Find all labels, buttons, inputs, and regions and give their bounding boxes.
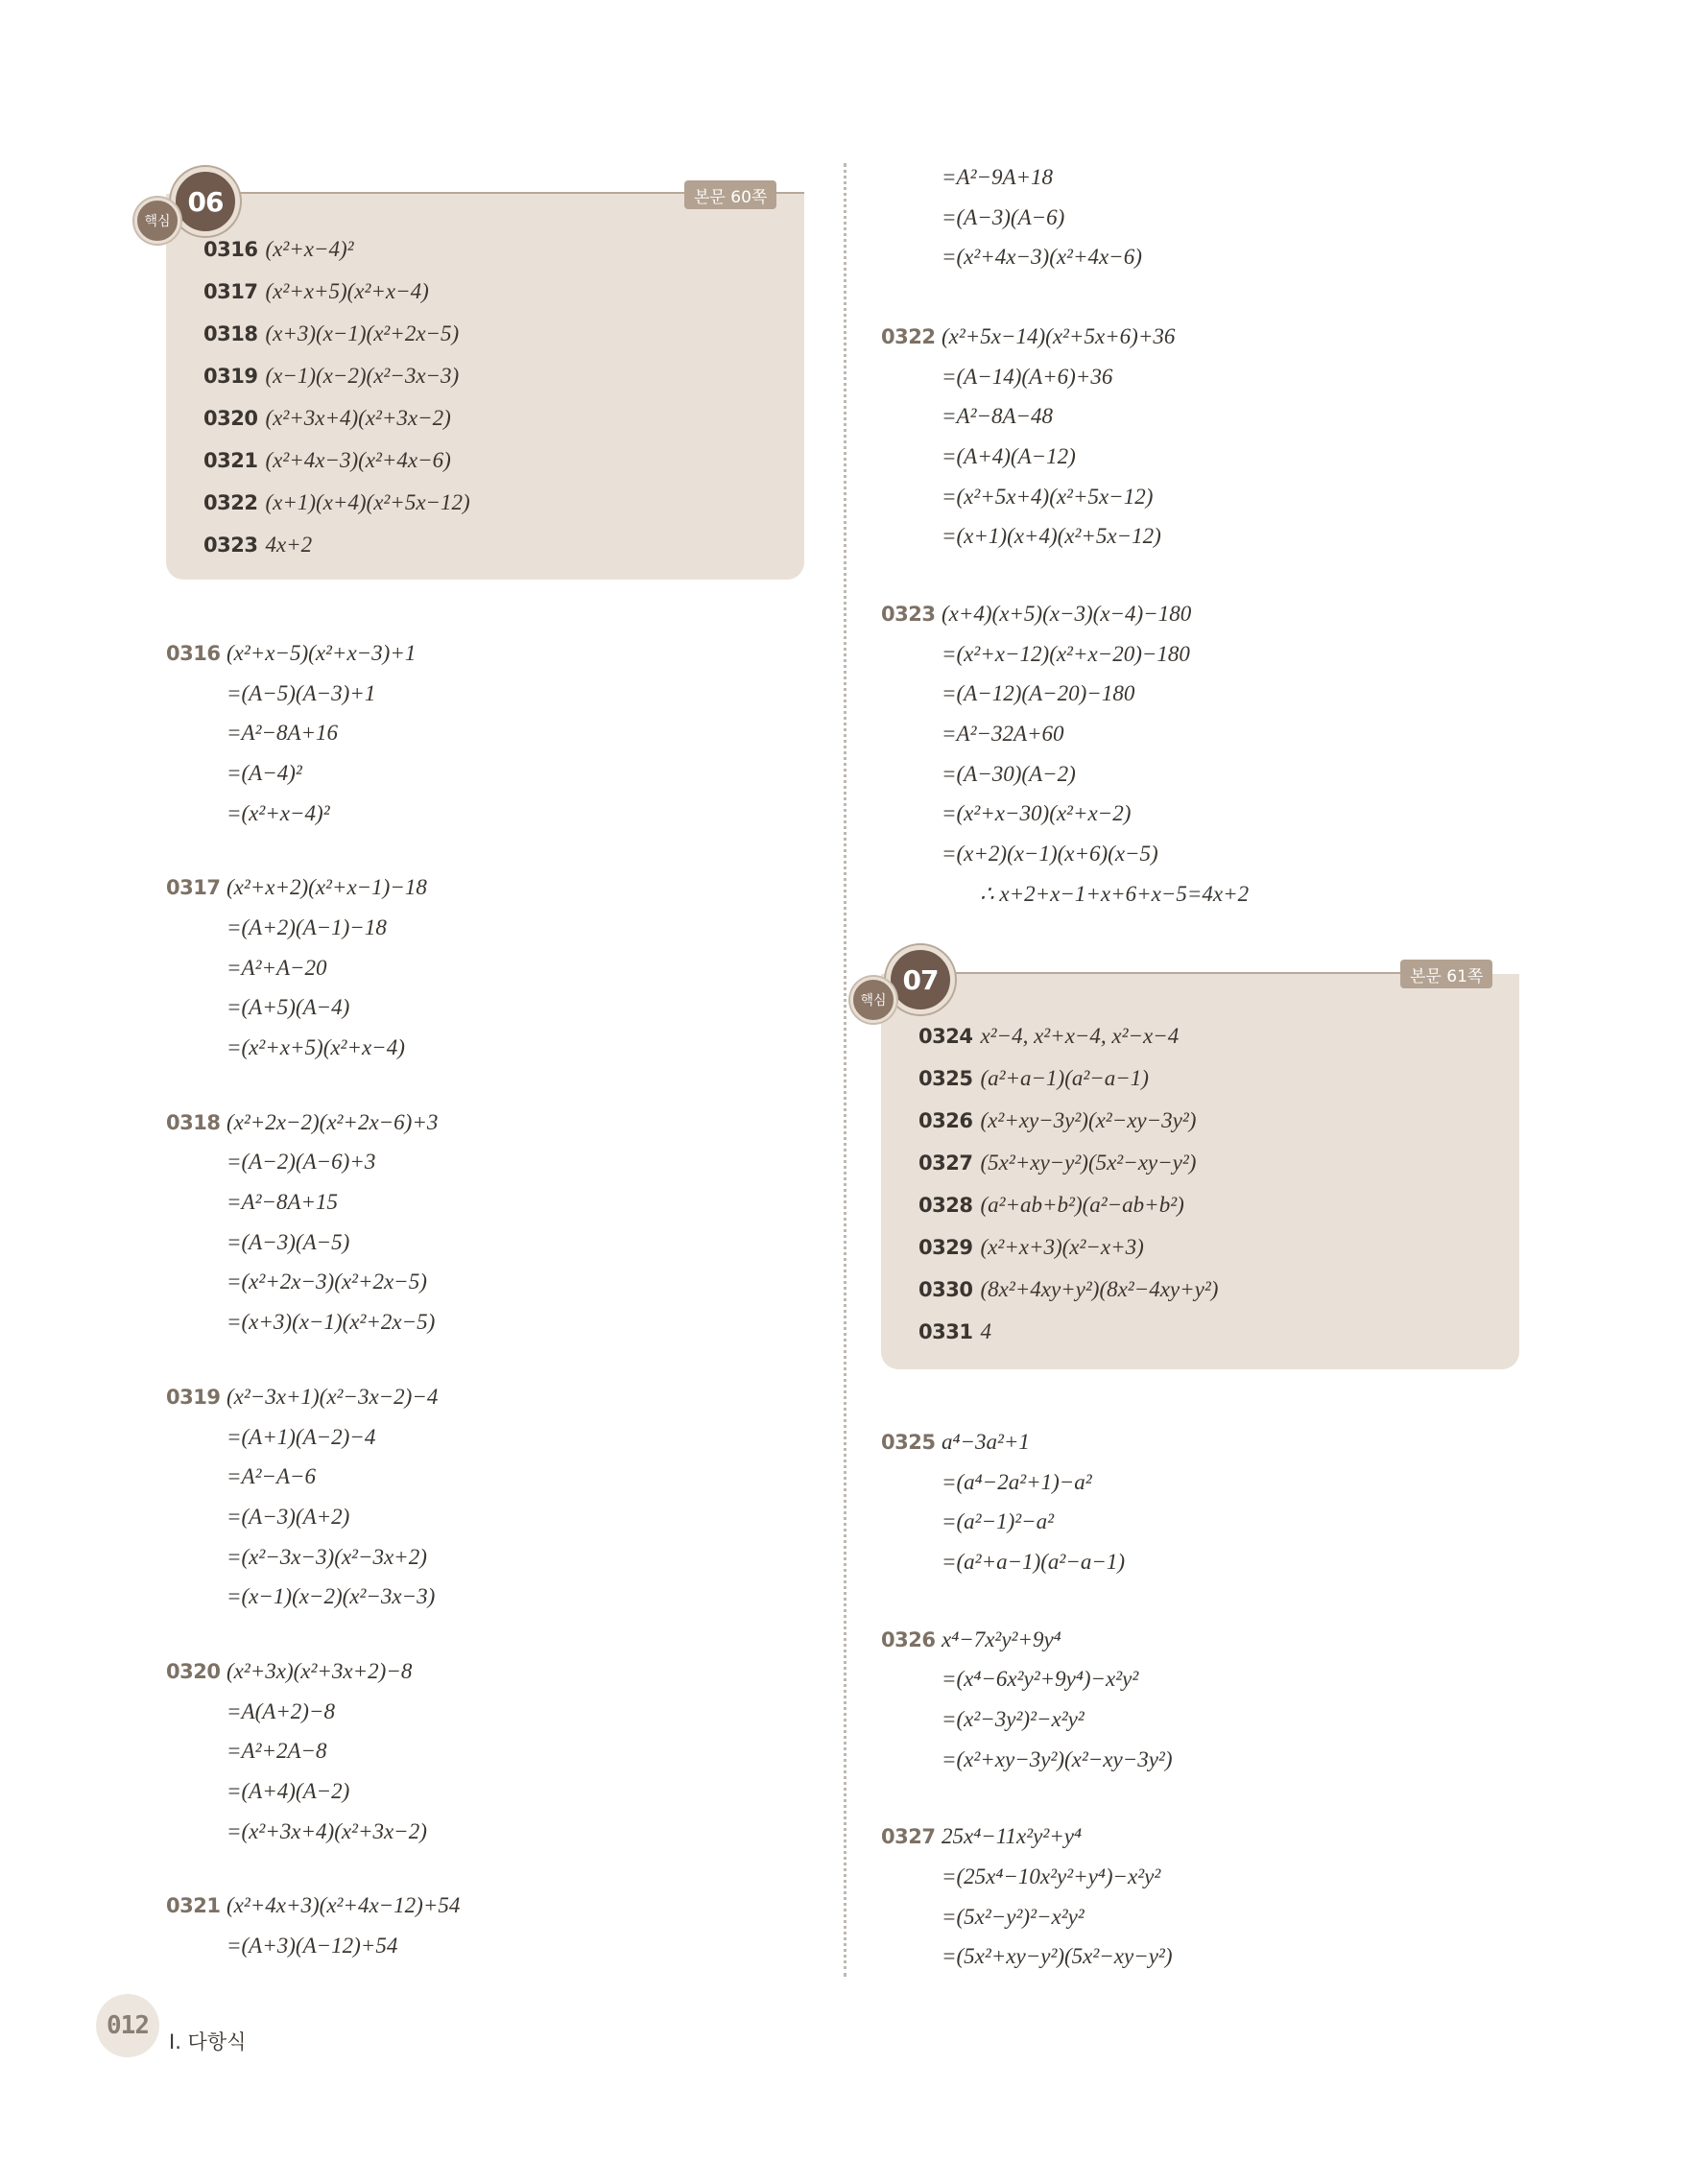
solution-line [166,1887,460,1927]
math-expression: =(x+3)(x−1)(x²+2x−5) [227,1310,436,1335]
math-expression: (x²+x−5)(x²+x−3)+1 [227,640,417,665]
problem-number: 0320 [166,1659,221,1683]
answer-row [203,524,470,566]
solution-line [166,794,460,834]
section-badge-06: 06 [171,167,240,236]
math-expression: =(x²+x+5)(x²+x−4) [227,1035,405,1060]
math-expression: =(A+4)(A−2) [227,1779,350,1804]
problem-number: 0319 [203,365,258,388]
solution-block [881,317,1249,557]
answer-row [203,397,470,439]
solution-line [881,1502,1173,1542]
math-expression: x⁴−7x²y²+9y⁴ [942,1626,1061,1651]
solution-line [166,908,460,948]
solution-block [166,1103,460,1342]
solution-block [166,1377,460,1617]
solution-line [166,674,460,714]
solution-line [890,198,1142,238]
math-expression: =A(A+2)−8 [227,1698,335,1723]
solution-line [166,1028,460,1068]
math-expression: =(A+1)(A−2)−4 [227,1424,376,1449]
math-expression: =A²−8A+16 [227,721,339,746]
answer-list-07 [918,1015,1218,1353]
solution-line [166,1926,460,1966]
problem-number: 0320 [203,407,258,430]
answer-row [918,1269,1218,1311]
page-reference-tag[interactable] [684,180,776,209]
ref-text: 본문 60쪽 [694,187,768,207]
solution-block [881,1422,1173,1582]
solution-line [166,1182,460,1223]
solution-line [881,675,1249,715]
solution-line [881,396,1249,437]
solution-line [166,1302,460,1342]
solution-line [166,1263,460,1303]
solution-line [881,594,1249,634]
solution-conclusion [881,874,1249,914]
math-expression: =(x⁴−6x²y²+9y⁴)−x²y² [942,1667,1139,1692]
problem-number: 0322 [881,324,936,348]
solution-line [166,1732,460,1772]
answer-expression: 4x+2 [265,533,313,557]
solution-line [166,948,460,988]
core-label-badge: 핵심 [850,977,896,1023]
solution-line [890,157,1142,198]
solution-line [881,1937,1173,1978]
answer-expression: (x²+x+5)(x²+x−4) [265,279,429,303]
problem-number: 0316 [203,238,258,261]
answer-expression: (x²+4x−3)(x²+4x−6) [265,448,451,472]
math-expression: =(x²+2x−3)(x²+2x−5) [227,1270,427,1294]
math-expression: =(a²−1)²−a² [942,1509,1055,1534]
answer-expression: (x²+3x+4)(x²+3x−2) [265,406,451,430]
problem-number: 0326 [881,1627,936,1651]
solution-line [166,1417,460,1458]
math-expression: =(A+2)(A−1)−18 [227,914,387,939]
solution-line [166,1577,460,1617]
answer-expression: (a²+a−1)(a²−a−1) [980,1066,1149,1090]
solution-line [166,713,460,753]
math-expression: =(x²+3x+4)(x²+3x−2) [227,1818,427,1843]
math-expression: =A²−9A+18 [942,164,1054,189]
solution-line [166,1223,460,1263]
problem-number: 0316 [166,641,221,665]
math-expression: =(A−4)² [227,760,302,785]
solution-block [881,1620,1173,1780]
section-badge-07: 07 [886,945,955,1014]
math-expression: (x²+x+2)(x²+x−1)−18 [227,875,427,900]
math-expression: =(A+3)(A−12)+54 [227,1934,398,1958]
math-expression: =(x²+4x−3)(x²+4x−6) [942,245,1142,270]
solution-line [890,237,1142,277]
math-expression: =(25x⁴−10x²y²+y⁴)−x²y² [942,1864,1161,1889]
math-expression: =A²−32A+60 [942,722,1064,747]
math-expression: =(x+2)(x−1)(x+6)(x−5) [942,842,1158,866]
math-expression: =(x²−3y²)²−x²y² [942,1706,1085,1731]
answer-expression: (x²+x+3)(x²−x+3) [980,1235,1144,1259]
answer-row [203,439,470,482]
problem-number: 0323 [203,534,258,557]
math-expression: (x+4)(x+5)(x−3)(x−4)−180 [942,601,1192,626]
math-expression: =A²−8A+15 [227,1190,339,1215]
math-expression: =(A−14)(A+6)+36 [942,364,1113,389]
solution-0321-continued [890,157,1142,277]
math-expression: (x²+5x−14)(x²+5x+6)+36 [942,323,1176,348]
problem-number: 0322 [203,491,258,514]
solution-line [166,1103,460,1143]
solution-line [881,1740,1173,1780]
math-expression: =(x²−3x−3)(x²−3x+2) [227,1544,427,1569]
solution-line [881,1542,1173,1582]
math-expression: =A²−A−6 [227,1464,317,1489]
problem-number: 0331 [918,1320,973,1343]
math-expression: =(x²+5x+4)(x²+5x−12) [942,484,1154,509]
solution-line [881,1620,1173,1660]
math-expression: =A²+2A−8 [227,1739,327,1764]
chapter-title: I. 다항식 [169,2030,247,2053]
math-expression: =(5x²+xy−y²)(5x²−xy−y²) [942,1944,1173,1969]
solution-line [166,1457,460,1497]
core-label-badge: 핵심 [134,198,180,244]
answer-expression: (x+1)(x+4)(x²+5x−12) [265,490,470,514]
math-expression: =(x²+x−30)(x²+x−2) [942,801,1132,826]
solution-line [881,1897,1173,1937]
answer-row [203,355,470,397]
solution-line [881,477,1249,517]
page-reference-tag[interactable] [1400,960,1492,988]
math-expression: =A²+A−20 [227,955,327,980]
solution-line [881,1462,1173,1503]
solution-line [166,1771,460,1812]
problem-number: 0318 [166,1110,221,1134]
solution-block [166,633,460,833]
column-divider [844,163,846,1977]
problem-number: 0325 [881,1430,936,1454]
answer-expression: (x+3)(x−1)(x²+2x−5) [265,321,460,345]
solution-block [166,1651,460,1851]
solutions-right-a [881,317,1249,914]
solution-line [166,1537,460,1578]
math-expression: =(x+1)(x+4)(x²+5x−12) [942,524,1161,549]
math-expression: =(A−3)(A+2) [227,1504,350,1529]
solution-line [166,1812,460,1852]
solution-line [881,1699,1173,1740]
answer-expression: (x²+x−4)² [265,237,354,261]
answer-expression: (a²+ab+b²)(a²−ab+b²) [980,1193,1184,1217]
solution-line [881,754,1249,795]
solution-line [166,1377,460,1417]
answer-row [918,1142,1218,1184]
problem-number: 0327 [881,1825,936,1849]
solution-line [881,317,1249,357]
answer-expression: (8x²+4xy+y²)(8x²−4xy+y²) [980,1277,1219,1301]
solution-line [166,988,460,1029]
solution-block [881,594,1249,914]
problem-number: 0324 [918,1025,973,1048]
math-expression: =(A−3)(A−5) [227,1229,350,1254]
math-expression: =(x−1)(x−2)(x²−3x−3) [227,1584,436,1609]
solution-line [166,753,460,794]
math-expression: =(A−5)(A−3)+1 [227,680,376,705]
math-expression: (x²+2x−2)(x²+2x−6)+3 [227,1109,439,1134]
solution-line [881,1659,1173,1699]
solution-line [881,714,1249,754]
math-expression: =(A−12)(A−20)−180 [942,681,1135,706]
solution-line [881,1857,1173,1897]
math-expression: ∴ x+2+x−1+x+6+x−5=4x+2 [980,881,1250,906]
problem-number: 0326 [918,1109,973,1132]
answer-row [203,482,470,524]
answer-row [918,1226,1218,1269]
solution-block [881,1817,1173,1978]
answer-expression: 4 [980,1319,991,1343]
math-expression: =(A−3)(A−6) [942,204,1065,229]
math-expression: (x²−3x+1)(x²−3x−2)−4 [227,1384,439,1409]
ref-text: 본문 61쪽 [1410,966,1484,986]
math-expression: =(5x²−y²)²−x²y² [942,1904,1085,1929]
answer-expression: (x²+xy−3y²)(x²−xy−3y²) [980,1108,1197,1132]
math-expression: =(a²+a−1)(a²−a−1) [942,1549,1126,1574]
math-expression: a⁴−3a²+1 [942,1429,1030,1454]
problem-number: 0317 [166,876,221,900]
problem-number: 0319 [166,1385,221,1409]
solution-line [881,516,1249,557]
solution-line [881,1817,1173,1858]
solution-line [881,834,1249,874]
page-number: 012 [96,1994,159,2057]
math-expression: (x²+4x+3)(x²+4x−12)+54 [227,1893,461,1918]
math-expression: (x²+3x)(x²+3x+2)−8 [227,1658,413,1683]
solution-line [166,633,460,674]
solution-line [166,1497,460,1537]
solution-block [166,867,460,1067]
problem-number: 0321 [203,449,258,472]
solution-line [881,437,1249,477]
problem-number: 0321 [166,1894,221,1918]
answer-expression: x²−4, x²+x−4, x²−x−4 [980,1024,1180,1048]
solution-line [166,1651,460,1692]
problem-number: 0323 [881,602,936,626]
solution-block [166,1887,460,1966]
math-expression: =(A+4)(A−12) [942,443,1076,468]
math-expression: =(x²+x−4)² [227,800,330,825]
math-expression: =A²−8A−48 [942,404,1054,429]
answer-row [203,271,470,313]
answer-row [918,1015,1218,1057]
math-expression: =(a⁴−2a²+1)−a² [942,1469,1092,1494]
problem-number: 0328 [918,1194,973,1217]
solution-line [881,634,1249,675]
solutions-left [166,633,460,1966]
problem-number: 0317 [203,280,258,303]
math-expression: =(A+5)(A−4) [227,995,350,1020]
answer-row [918,1311,1218,1353]
math-expression: =(x²+x−12)(x²+x−20)−180 [942,641,1190,666]
problem-number: 0318 [203,322,258,345]
math-expression: =(A−2)(A−6)+3 [227,1150,376,1175]
math-expression: 25x⁴−11x²y²+y⁴ [942,1824,1082,1849]
problem-number: 0330 [918,1278,973,1301]
answer-row [918,1057,1218,1100]
solution-line [881,1422,1173,1462]
answer-row [918,1184,1218,1226]
answer-row [918,1100,1218,1142]
problem-number: 0325 [918,1067,973,1090]
solutions-right-b [881,1422,1173,1977]
answer-list-06 [203,228,470,566]
answer-expression: (x−1)(x−2)(x²−3x−3) [265,364,460,388]
solution-line [166,867,460,908]
problem-number: 0329 [918,1236,973,1259]
solution-line [166,1692,460,1732]
answer-expression: (5x²+xy−y²)(5x²−xy−y²) [980,1151,1197,1175]
answer-row [203,313,470,355]
solution-line [166,1143,460,1183]
solution-line [881,795,1249,835]
answer-row [203,228,470,271]
problem-number: 0327 [918,1151,973,1175]
solution-line [881,357,1249,397]
math-expression: =(x²+xy−3y²)(x²−xy−3y²) [942,1746,1173,1771]
math-expression: =(A−30)(A−2) [942,761,1076,786]
